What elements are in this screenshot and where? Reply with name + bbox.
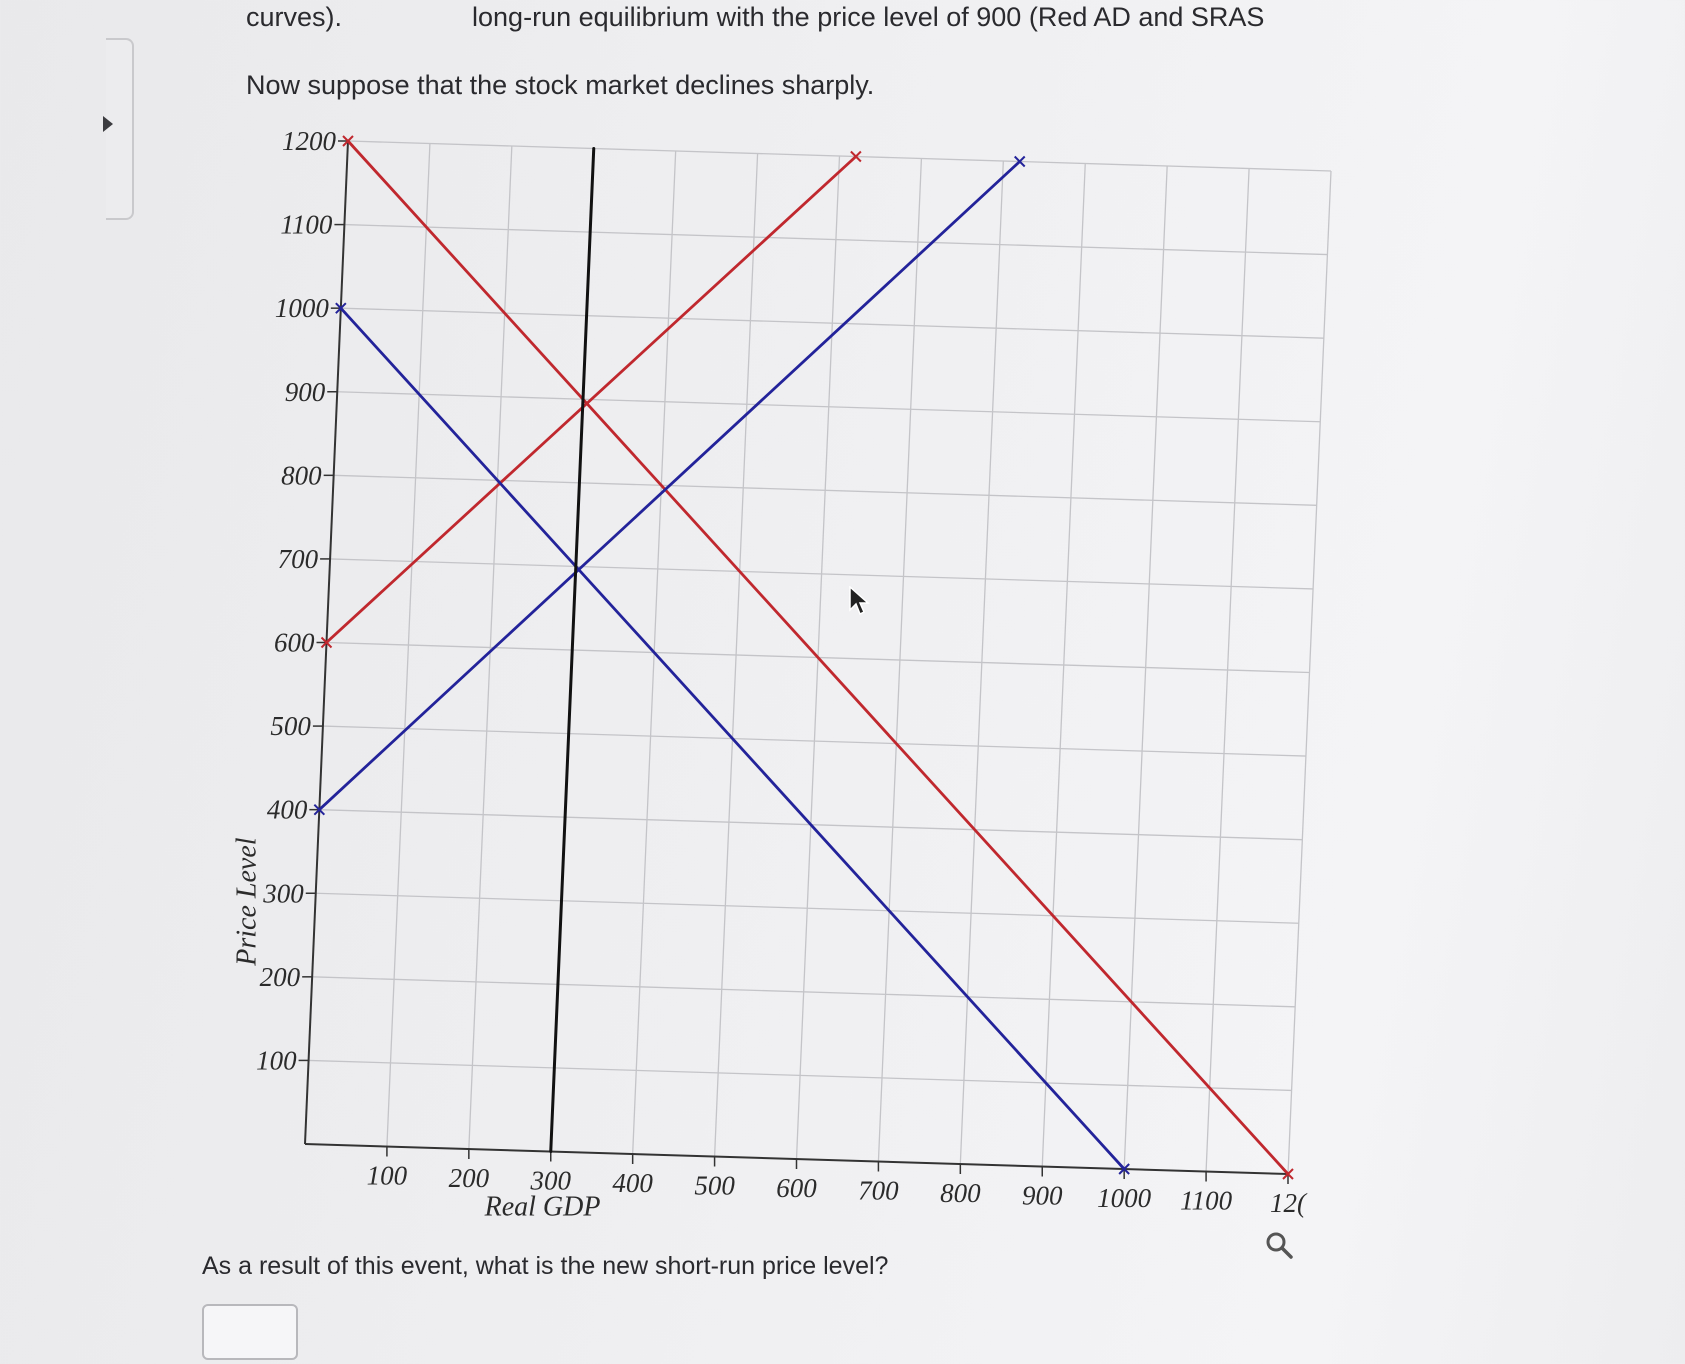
answer-input[interactable] <box>202 1304 298 1360</box>
x-tick-label: 800 <box>940 1178 981 1208</box>
x-tick-label: 100 <box>366 1160 408 1191</box>
instruction-text: Now suppose that the stock market declines sharply. <box>246 70 875 100</box>
mouse-pointer-icon <box>848 586 870 616</box>
y-tick-label: 1100 <box>280 209 333 240</box>
x-tick-label: 900 <box>1022 1180 1063 1211</box>
x-axis-title: Real GDP <box>484 1191 601 1223</box>
y-tick-label: 500 <box>270 711 311 742</box>
x-tick-label: 1100 <box>1180 1185 1233 1216</box>
header-line-end: long-run equilibrium with the price level of 900 (Red AD and SRAS <box>472 2 1265 32</box>
y-tick-label: 1200 <box>282 126 336 156</box>
y-axis-title: Price Level <box>231 837 263 966</box>
zoom-magnifier-icon[interactable] <box>1264 1230 1294 1260</box>
x-tick-label: 500 <box>694 1170 735 1201</box>
series-ad-red[interactable] <box>348 141 1288 1174</box>
y-tick-label: 800 <box>281 460 322 491</box>
question-text: As a result of this event, what is the new short-run price level? <box>202 1252 889 1280</box>
y-tick-label: 700 <box>277 543 319 574</box>
x-tick-label: 1000 <box>1097 1183 1152 1213</box>
x-tick-label: 400 <box>612 1168 653 1198</box>
series-ad-blue[interactable] <box>341 308 1124 1169</box>
y-tick-label: 600 <box>274 627 315 658</box>
y-tick-label: 900 <box>284 376 326 407</box>
x-tick-label: 700 <box>858 1175 899 1206</box>
x-tick-label: 600 <box>776 1173 817 1203</box>
y-tick-label: 1000 <box>274 293 329 324</box>
x-tick-label: 12( <box>1270 1188 1306 1218</box>
x-tick-label: 300 <box>530 1165 571 1196</box>
x-tick-label: 200 <box>448 1163 490 1193</box>
y-tick-label: 400 <box>266 794 308 825</box>
y-tick-label: 200 <box>259 961 301 992</box>
y-tick-label: 300 <box>263 878 304 909</box>
y-tick-label: 100 <box>256 1045 297 1076</box>
header-line-start: curves). <box>246 2 343 32</box>
